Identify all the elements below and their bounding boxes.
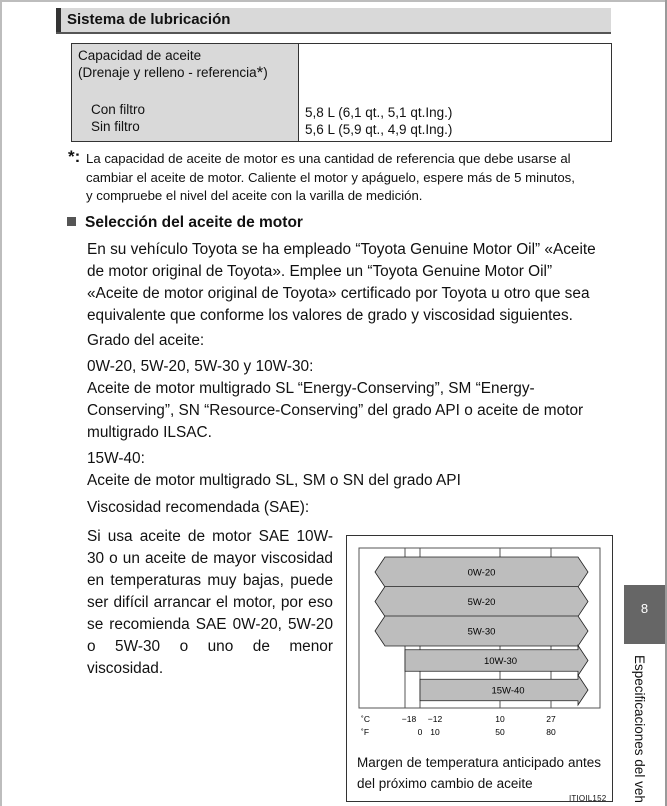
paragraph-line: ser difícil arrancar el motor, por eso [87,594,333,611]
bottom-notification-bar [0,799,344,806]
section-header-accent [56,8,61,32]
fahrenheit-tick: 10 [430,727,440,736]
range-bar-label: 5W-30 [467,626,496,638]
range-bar-label: 10W-30 [483,656,518,667]
paragraph-line: multigrado ILSAC. [87,424,212,441]
page-left-border [0,0,2,806]
paragraph-line: en temperaturas muy bajas, puede [87,572,333,589]
capacity-label-line2: (Drenaje y relleno - referencia*) [78,63,268,82]
footnote-line: La capacidad de aceite de motor es una cantidad de referencia que debe usarse al [86,151,571,166]
paragraph-line: En su vehículo Toyota se ha empleado “Toyota Genuine Motor Oil” «Aceite [87,241,596,258]
chapter-tab[interactable]: 8 [624,585,665,644]
paragraph-line: 30 o un aceite de mayor viscosidad [87,550,333,567]
chart-caption: Margen de temperatura anticipado antes del próximo cambio de aceite [357,755,601,791]
grade-a-title: 0W-20, 5W-20, 5W-30 y 10W-30: [87,358,314,375]
oil-capacity-table [71,43,612,142]
row-value-with-filter: 5,8 L (6,1 qt., 5,1 qt.Ing.) [305,105,453,120]
footnote-line: y compruebe el nivel del aceite con la varilla de medición. [86,188,423,203]
paragraph-line: viscosidad. [87,660,164,677]
paragraph-line: Aceite de motor multigrado SL “Energy-Conserving”, SM “Energy- [87,380,535,397]
oil-selection-heading: Selección del aceite de motor [67,214,303,232]
figure-code: ITIOIL152 [569,794,607,803]
capacity-value-cell [299,44,612,142]
viscosity-paragraph [87,526,333,680]
heading-bullet-icon [67,217,76,226]
chart-svg [347,536,612,736]
grade-label: Grado del aceite: [87,332,205,349]
capacity-footnote [68,147,613,206]
intro-paragraph [87,239,607,327]
fahrenheit-tick: 0 [417,727,423,736]
capacity-label-line1: Capacidad de aceite [78,48,202,63]
row-value-without-filter: 5,6 L (5,9 qt., 4,9 qt.Ing.) [305,122,453,137]
footnote-mark: *: [68,147,81,166]
section-header [56,8,611,34]
range-bar-label: 0W-20 [467,567,496,579]
viscosity-temperature-chart [346,535,613,802]
celsius-tick: −18 [401,714,417,724]
paragraph-line: «Aceite de motor original de Toyota» certificado por Toyota u otro que sea [87,285,590,302]
footnote-line: cambiar el aceite de motor. Caliente el motor y apáguelo, espere más de 5 minutos, [86,169,575,185]
viscosity-label: Viscosidad recomendada (SAE): [87,499,310,516]
grade-b-title: 15W-40: [87,450,145,467]
paragraph-line: Si usa aceite de motor SAE 10W- [87,528,333,545]
paragraph-line: o 5W-30 o uno de menor [87,638,333,655]
asterisk-mark: * [256,63,264,82]
page-top-border [0,0,667,2]
range-bar-label: 15W-40 [491,685,525,697]
fahrenheit-tick: 80 [546,727,556,736]
celsius-tick: −12 [427,714,443,724]
paragraph-line: de motor original de Toyota». Emplee un “Toyota Genuine Motor Oil” [87,263,553,280]
row-label-with-filter: Con filtro [91,102,146,117]
grade-b-line: Aceite de motor multigrado SL, SM o SN del grado API [87,472,461,489]
fahrenheit-tick: 50 [495,727,505,736]
paragraph-line: Conserving”, SN “Resource-Conserving” del grado API o aceite de motor [87,402,584,419]
range-bar-label: 5W-20 [467,597,496,608]
celsius-tick: 27 [546,714,556,724]
grade-a-paragraph [87,378,607,444]
paragraph-line: equivalente que conforme los valores de grado y viscosidad siguientes. [87,307,573,324]
section-title: Sistema de lubricación [67,11,231,28]
celsius-tick: 10 [495,714,505,724]
fahrenheit-unit: ˚F [361,727,370,736]
paragraph-line: se recomienda SAE 0W-20, 5W-20 [87,616,333,633]
capacity-label-cell [72,44,299,142]
chapter-label: Especificaciones del veh [632,655,647,803]
celsius-unit: ˚C [361,714,370,724]
row-label-without-filter: Sin filtro [91,119,140,134]
